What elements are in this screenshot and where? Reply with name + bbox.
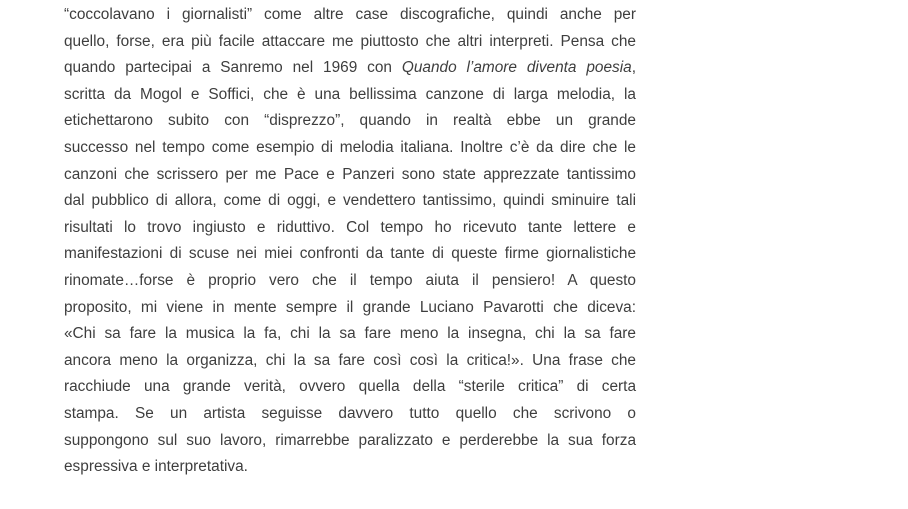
text-line: quello, forse, era più facile attaccare me piuttosto che altri interpreti. Pensa che xyxy=(64,32,636,50)
text-line: successo nel tempo come esempio di melodia italiana. Inoltre c’è da dire che le xyxy=(64,138,636,156)
text-line: racchiude una grande verità, ovvero quella della “sterile critica” di certa xyxy=(64,378,636,396)
text-line: canzoni che scrissero per me Pace e Panzeri sono state apprezzate tantissimo xyxy=(64,165,636,183)
text-line: dal pubblico di allora, come di oggi, e vendettero tantissimo, quindi sminuire tali xyxy=(64,192,636,210)
text-line: manifestazioni di scuse nei miei confronti da tante di queste firme giornalistiche xyxy=(64,245,636,263)
text-line: espressiva e interpretativa. xyxy=(64,458,248,476)
text-line: rinomate…forse è proprio vero che il tempo aiuta il pensiero! A questo xyxy=(64,271,636,289)
text-fragment: , xyxy=(631,59,636,77)
text-line: «Chi sa fare la musica la fa, chi la sa fare meno la insegna, chi la sa fare xyxy=(64,325,636,343)
text-line: risultati lo trovo ingiusto e riduttivo. Col tempo ho ricevuto tante lettere e xyxy=(64,218,636,236)
song-title: Quando l’amore diventa poesia xyxy=(401,59,632,77)
text-line: etichettarono subito con “disprezzo”, quando in realtà ebbe un grande xyxy=(64,112,636,130)
interview-paragraph xyxy=(64,2,636,481)
text-line: scritta da Mogol e Soffici, che è una bellissima canzone di larga melodia, la xyxy=(64,85,636,103)
text-line: proposito, mi viene in mente sempre il grande Luciano Pavarotti che diceva: xyxy=(64,298,636,316)
article-body xyxy=(64,0,636,481)
text-line xyxy=(64,55,636,82)
text-fragment: quando partecipai a Sanremo nel 1969 con xyxy=(64,59,402,77)
text-line: ancora meno la organizza, chi la sa fare così così la critica!». Una frase che xyxy=(64,351,636,369)
text-line: “coccolavano i giornalisti” come altre case discografiche, quindi anche per xyxy=(64,6,636,23)
text-line: suppongono sul suo lavoro, rimarrebbe paralizzato e perderebbe la sua forza xyxy=(64,431,636,449)
text-line: stampa. Se un artista seguisse davvero tutto quello che scrivono o xyxy=(64,404,636,422)
